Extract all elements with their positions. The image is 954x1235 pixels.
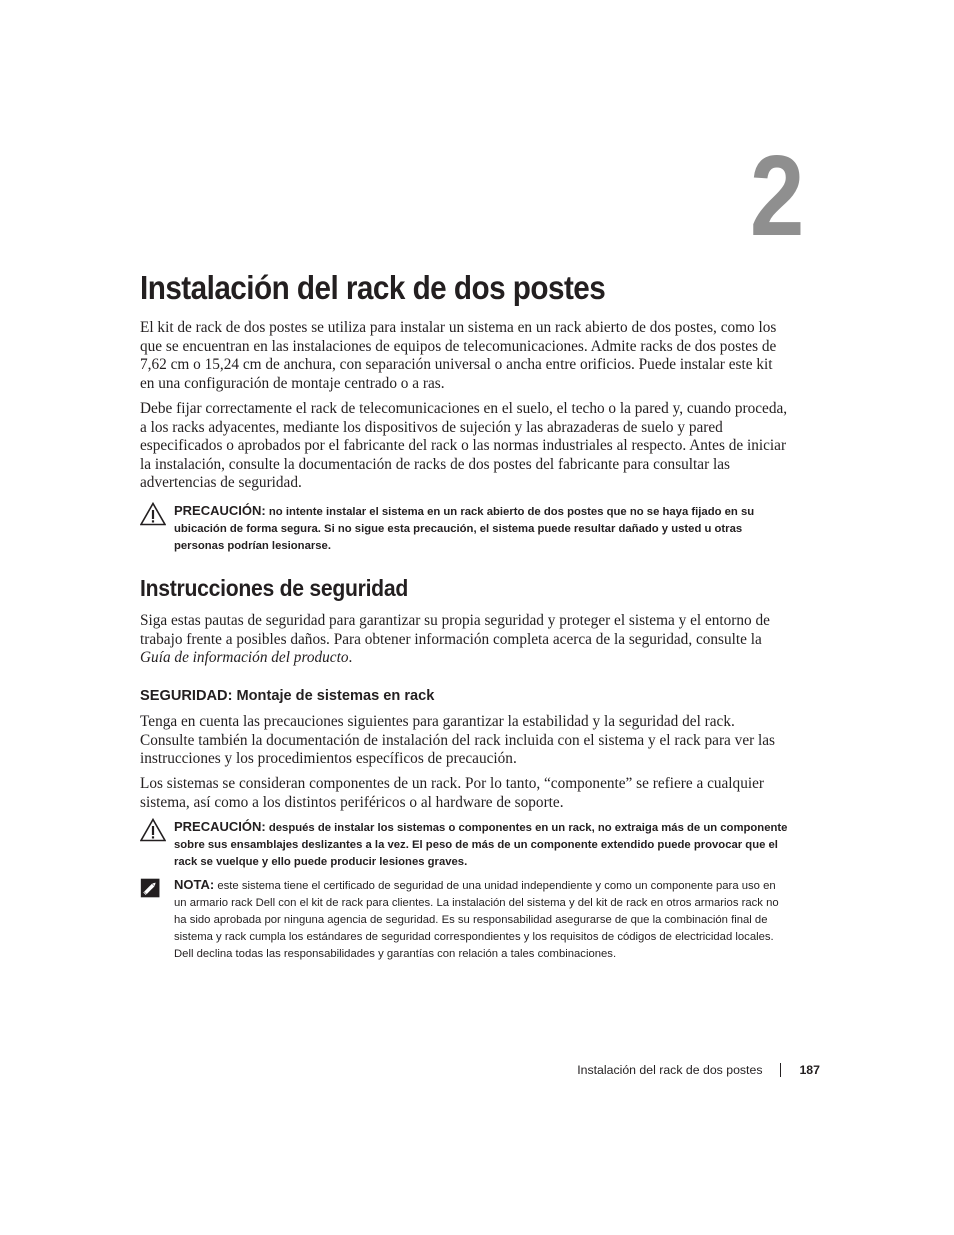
section-paragraph [140, 612, 788, 668]
caution-notice-1 [140, 502, 790, 555]
note-text: este sistema tiene el certificado de seguridad de una unidad independiente y como un componente para uso en un armario rack Dell con el kit de rack para clientes. La instalación del sistema y del kit de rack en otros armarios rack no ha sido aprobada por ninguna agencia de seguridad. Es su responsabilidad asegurarse de que la combinación final de sistema y rack cumpla los estándares de seguridad correspondientes y los requisitos de códigos de electricidad locales. Dell declina todas las responsabilidades y garantías con relación a tales combinaciones. [174, 880, 779, 961]
caution-notice-2 [140, 818, 790, 871]
note-notice [140, 876, 790, 963]
caution-text: después de instalar los sistemas o componentes en un rack, no extraiga más de un componente sobre sus ensamblajes deslizantes a la vez. El peso de más de un componente extendido puede provocar que el rack se vuelque y ello puede producir lesiones graves. [174, 822, 788, 869]
subsection-paragraph-1: Tenga en cuenta las precauciones siguientes para garantizar la estabilidad y la seguridad del rack. Consulte también la documentación de instalación del rack incluida con el sistema y el rack para ver las instrucciones y los procedimientos específicos de precaución. [140, 713, 776, 768]
note-label: NOTA: [174, 877, 215, 892]
warning-triangle-icon [140, 818, 166, 842]
subsection-heading: SEGURIDAD: Montaje de sistemas en rack [140, 688, 435, 704]
caution-label: PRECAUCIÓN: [174, 819, 266, 834]
caution-label: PRECAUCIÓN: [174, 503, 266, 518]
chapter-number: 2 [749, 133, 804, 260]
footer-separator [780, 1063, 781, 1077]
intro-paragraph-1: El kit de rack de dos postes se utiliza para instalar un sistema en un rack abierto de dos postes, como los que se encuentran en las instalaciones de equipos de telecomunicaciones. Admite racks de dos postes de 7,62 cm o 15,24 cm de anchura, con separación universal o ancha entre orificios. Puede instalar este kit en una configuración de montaje centrado o a ras. [140, 319, 777, 392]
pencil-note-icon [140, 877, 162, 899]
page-footer [577, 1061, 820, 1079]
section-paragraph-text: Siga estas pautas de seguridad para garantizar su propia seguridad y proteger el sistema y el entorno de trabajo frente a posibles daños. Para obtener información completa acerca de la seguridad, consulte la [140, 612, 770, 648]
section-paragraph-end: . [348, 649, 353, 667]
caution-text: no intente instalar el sistema en un rack abierto de dos postes que no se haya fijado en su ubicación de forma segura. Si no sigue esta precaución, el sistema puede resultar dañado y usted u otras personas podrían lesionarse. [174, 506, 755, 553]
subsection-paragraph-2: Los sistemas se consideran componentes de un rack. Por lo tanto, “componente” se refiere a cualquier sistema, así como a los distintos periféricos o al hardware de soporte. [140, 775, 764, 811]
intro-paragraph-2: Debe fijar correctamente el rack de telecomunicaciones en el suelo, el techo o la pared y, cuando proceda, a los racks adyacentes, mediante los dispositivos de sujeción y las abrazaderas de suelo y pared especificados o aprobados por el fabricante del rack o las normas industriales al respecto. Antes de iniciar la instalación, consulte la documentación de racks de dos postes del fabricante para consultar las advertencias de seguridad. [140, 400, 788, 492]
page-title: Instalación del rack de dos postes [140, 269, 606, 306]
warning-triangle-icon [140, 502, 166, 526]
product-guide-title: Guía de información del producto [140, 649, 349, 667]
section-heading: Instrucciones de seguridad [140, 575, 408, 601]
page-number: 187 [799, 1063, 820, 1077]
footer-chapter-title: Instalación del rack de dos postes [577, 1063, 763, 1077]
